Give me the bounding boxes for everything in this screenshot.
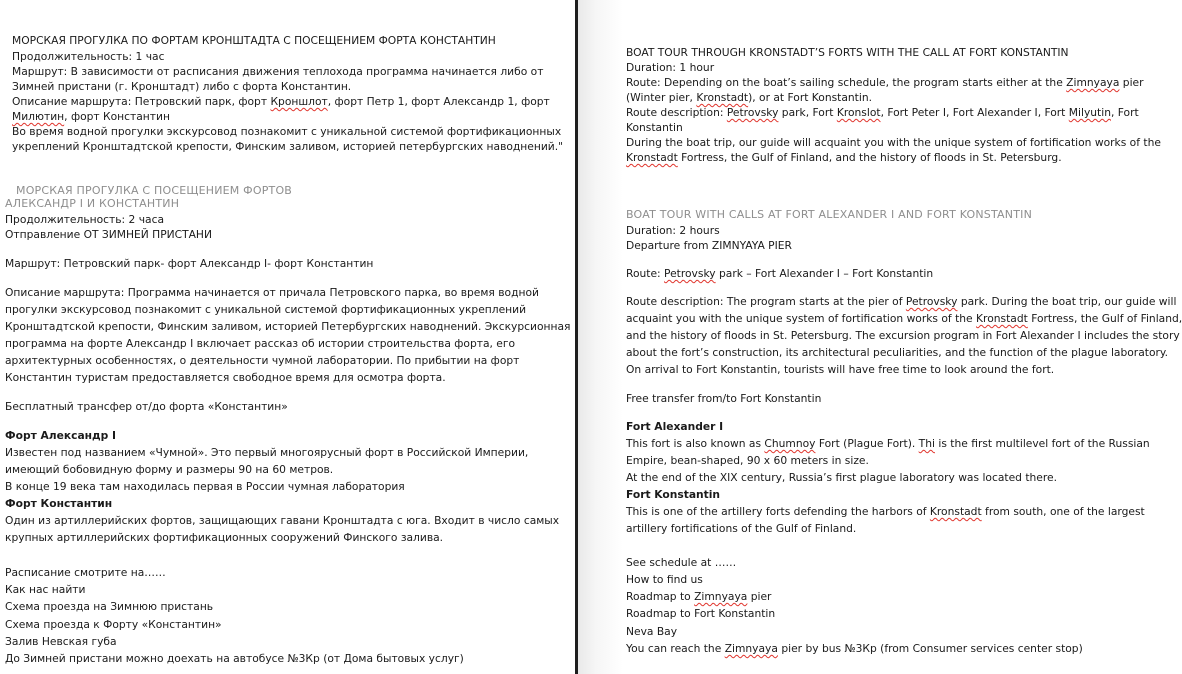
text-line: Как нас найти	[5, 583, 86, 596]
text-line: Route: Petrovsky park – Fort Alexander I – Fort Konstantin	[626, 267, 934, 280]
text-line: Описание маршрута: Программа начинается от причала Петровского парка, во время водной	[5, 286, 539, 299]
text-line: Кронштадтской крепости, Финским заливом, историей Петербургских наводнений. Экскурсионная	[5, 320, 571, 333]
text-line: Милютин, форт Константин	[12, 110, 170, 123]
text-line: (Winter pier, Kronstadt), or at Fort Konstantin.	[626, 91, 873, 104]
text-line: Route description: Petrovsky park, Fort Kronslot, Fort Peter I, Fort Alexander I, Fort Milyutin, Fort	[626, 106, 1139, 119]
text-line: Схема проезда к Форту «Константин»	[5, 618, 222, 631]
text-line: До Зимней пристани можно доехать на автобусе №3Кр (от Дома бытовых услуг)	[5, 652, 464, 665]
section-heading: Fort Alexander I	[626, 420, 724, 433]
text-line: acquaint you with the unique system of fortification works of the Kronstadt Fortress, the Gulf of Finland,	[626, 312, 1182, 325]
text-line: архитектурных особенностях, о деятельности чумной лаборатории. По прибытии на форт	[5, 354, 520, 367]
tour-title: BOAT TOUR WITH CALLS AT FORT ALEXANDER I AND FORT KONSTANTIN	[626, 208, 1033, 221]
text-line: Konstantin	[626, 121, 683, 134]
text-line: Kronstadt Fortress, the Gulf of Finland, and the history of floods in St. Petersburg.	[626, 151, 1062, 164]
text-line: Маршрут: Петровский парк- форт Александр I- форт Константин	[5, 257, 374, 270]
text-line: Departure from ZIMNYAYA PIER	[626, 239, 792, 252]
text-line: During the boat trip, our guide will acquaint you with the unique system of fortification works of the	[626, 136, 1161, 149]
text-line: крупных артиллерийских фортификационных сооружений Финского залива.	[5, 531, 444, 544]
tour-title: АЛЕКСАНДР I И КОНСТАНТИН	[5, 197, 180, 210]
text-line: программа на форте Александр I включает рассказ об истории строительства форта, его	[5, 337, 516, 350]
english-document-pane[interactable]	[578, 0, 1182, 674]
text-line: Route: Depending on the boat’s sailing schedule, the program starts either at the Zimnyaya pier	[626, 76, 1144, 89]
text-line: How to find us	[626, 573, 703, 586]
text-line: You can reach the Zimnyaya pier by bus №3Кр (from Consumer services center stop)	[626, 642, 1083, 655]
text-line: Во время водной прогулки экскурсовод познакомит с уникальной системой фортификационных	[12, 125, 562, 138]
text-line: Free transfer from/to Fort Konstantin	[626, 392, 822, 405]
text-line: Константин туристам предоставляется свободное время для осмотра форта.	[5, 371, 446, 384]
section-heading: Fort Konstantin	[626, 488, 721, 501]
text-line: имеющий бобовидную форму и размеры 90 на 60 метров.	[5, 463, 334, 476]
text-line: Залив Невская губа	[5, 635, 117, 648]
text-line: and the history of floods in St. Petersburg. The excursion program in Fort Alexander I includes the story	[626, 329, 1180, 342]
text-line: прогулки экскурсовод познакомит с уникальной системой фортификационных укреплений	[5, 303, 527, 316]
text-line: В конце 19 века там находилась первая в России чумная лаборатория	[5, 480, 405, 493]
text-line: Маршрут: В зависимости от расписания движения теплохода программа начинается либо от	[12, 65, 544, 78]
text-line: Roadmap to Fort Konstantin	[626, 607, 776, 620]
text-line: This is one of the artillery forts defending the harbors of Kronstadt from south, one of the largest	[626, 505, 1145, 518]
text-line: Расписание смотрите на……	[5, 566, 166, 579]
text-line: Neva Bay	[626, 625, 678, 638]
text-line: Один из артиллерийских фортов, защищающих гавани Кронштадта с юга. Входит в число самых	[5, 514, 560, 527]
text-line: Отправление ОТ ЗИМНЕЙ ПРИСТАНИ	[5, 228, 212, 241]
russian-document-pane[interactable]	[0, 0, 575, 674]
text-line: Схема проезда на Зимнюю пристань	[5, 600, 214, 613]
section-heading: Форт Александр I	[5, 429, 117, 442]
text-line: Duration: 1 hour	[626, 61, 715, 74]
section-heading: Форт Константин	[5, 497, 113, 510]
text-line: Известен под названием «Чумной». Это первый многоярусный форт в Российской Империи,	[5, 446, 529, 459]
text-line: Продолжительность: 1 час	[12, 50, 165, 63]
text-line: This fort is also known as Chumnoy Fort (Plague Fort). Thi is the first multilevel fort of the Russian	[626, 437, 1150, 450]
text-line: about the fort’s construction, its architectural peculiarities, and the function of the plague laboratory.	[626, 346, 1169, 359]
text-line: Описание маршрута: Петровский парк, форт Кроншлот, форт Петр 1, форт Александр 1, форт	[12, 95, 550, 108]
text-line: Duration: 2 hours	[626, 224, 720, 237]
text-line: BOAT TOUR THROUGH KRONSTADT’S FORTS WITH THE CALL AT FORT KONSTANTIN	[626, 46, 1069, 59]
text-line: At the end of the XIX century, Russia’s first plague laboratory was located there.	[626, 471, 1057, 484]
text-line: Продолжительность: 2 часа	[5, 213, 165, 226]
tour-title: МОРСКАЯ ПРОГУЛКА С ПОСЕЩЕНИЕМ ФОРТОВ	[16, 184, 293, 197]
text-line: Empire, bean-shaped, 90 x 60 meters in size.	[626, 454, 869, 467]
text-line: Бесплатный трансфер от/до форта «Константин»	[5, 400, 288, 413]
text-line: Зимней пристани (г. Кронштадт) либо с форта Константин.	[12, 80, 352, 93]
text-line: укреплений Кронштадтской крепости, Финским заливом, историей петербургских наводнений."	[12, 140, 564, 153]
text-line: Route description: The program starts at the pier of Petrovsky park. During the boat trip, our guide will	[626, 295, 1177, 308]
text-line: On arrival to Fort Konstantin, tourists will have free time to look around the fort.	[626, 363, 1055, 376]
text-line: See schedule at ……	[626, 556, 737, 569]
text-line: МОРСКАЯ ПРОГУЛКА ПО ФОРТАМ КРОНШТАДТА С ПОСЕЩЕНИЕМ ФОРТА КОНСТАНТИН	[12, 34, 496, 47]
text-line: artillery fortifications of the Gulf of Finland.	[626, 522, 857, 535]
text-line: Roadmap to Zimnyaya pier	[626, 590, 772, 603]
